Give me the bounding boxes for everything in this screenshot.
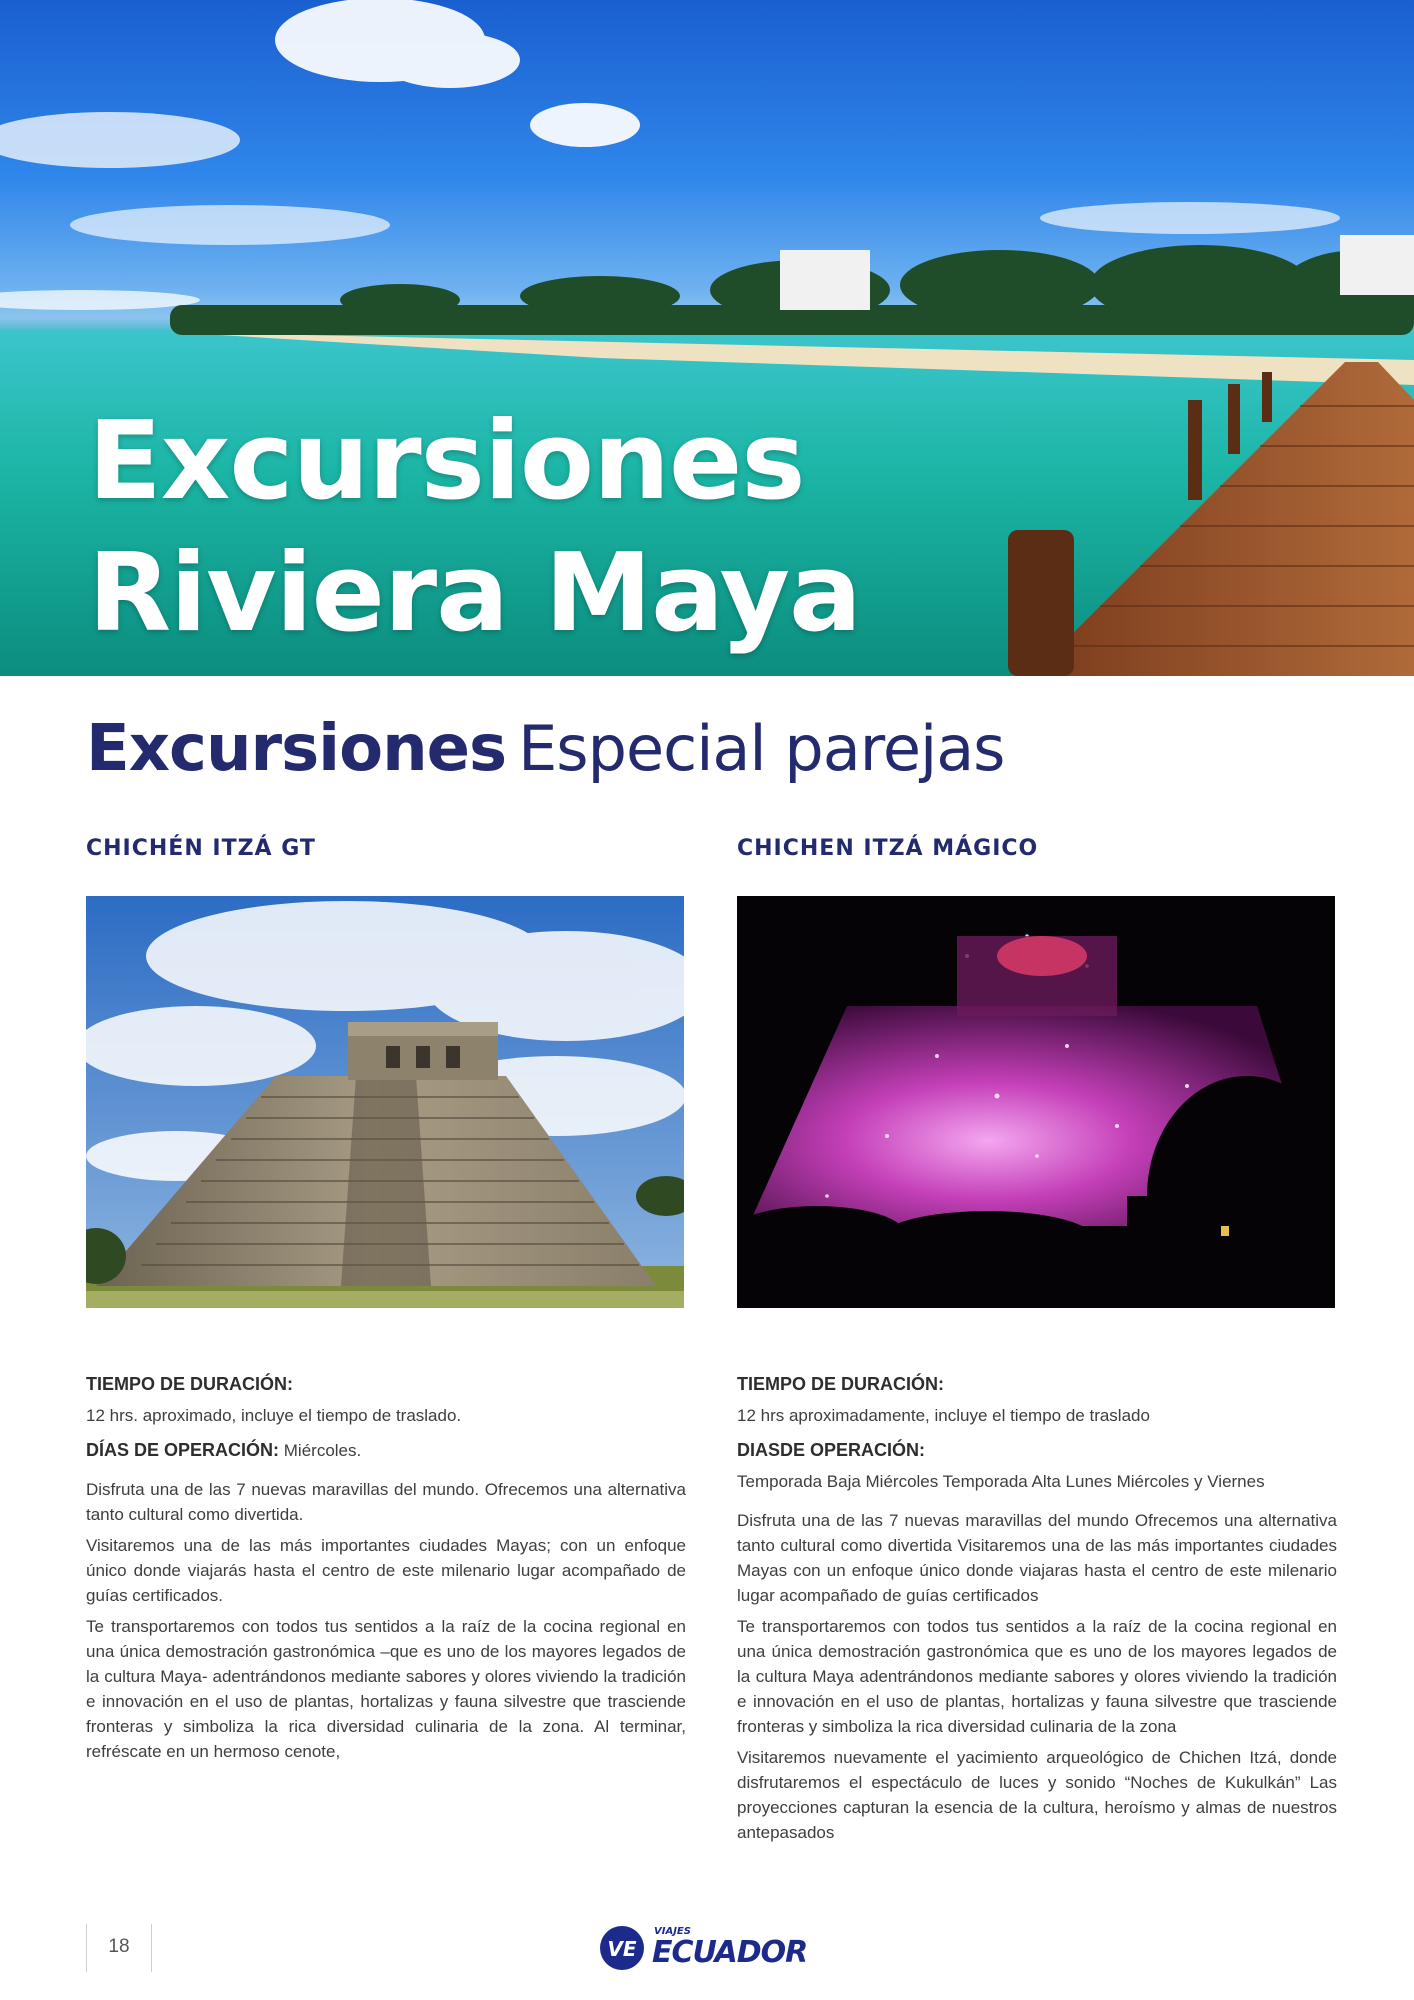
days-label: DIASDE OPERACIÓN: — [737, 1440, 926, 1460]
duration-label: TIEMPO DE DURACIÓN: — [737, 1374, 944, 1394]
description — [737, 1508, 1337, 1845]
excursion-card-chichen-magico — [737, 836, 1337, 1842]
section-heading-light: Especial parejas — [518, 712, 1005, 785]
description — [86, 1477, 686, 1764]
hero-title-line1: Excursiones — [88, 399, 805, 524]
duration-value: 12 hrs aproximadamente, incluye el tiempo de traslado — [737, 1406, 1150, 1425]
excursion-title: CHICHEN ITZÁ MÁGICO — [737, 836, 1039, 861]
days-label: DÍAS DE OPERACIÓN: — [86, 1440, 280, 1460]
description-paragraph: Te transportaremos con todos tus sentidos a la raíz de la cocina regional en una única demostración gastronómica que es uno de los mayores legados de la cultura Maya adentrándonos mediante sabores y olores viviendo la tradición e innovación en el uso de plantas, hortalizas y fauna silvestre que trasciende fronteras y simboliza la rica diversidad culinaria de la zona — [737, 1617, 1337, 1736]
hero-title-line2: Riviera Maya — [88, 531, 861, 656]
page-number-box — [86, 1924, 152, 1972]
page-number: 18 — [108, 1936, 130, 1957]
description-paragraph: Visitaremos nuevamente el yacimiento arqueológico de Chichen Itzá, donde disfrutaremos el espectáculo de luces y sonido “Noches de Kukulkán” Las proyecciones capturan la esencia de la cultura, heroísmo y almas de nuestros antepasados — [737, 1748, 1337, 1842]
duration-label: TIEMPO DE DURACIÓN: — [86, 1374, 293, 1394]
description-paragraph: Visitaremos una de las más importantes ciudades Mayas; con un enfoque único donde viajarás hasta el centro de este milenario lugar acompañado de guías certificados. — [86, 1536, 686, 1605]
days-value: Temporada Baja Miércoles Temporada Alta Lunes Miércoles y Viernes — [737, 1472, 1265, 1491]
svg-text:VE: VE — [607, 1937, 637, 1961]
days-value: Miércoles. — [283, 1441, 362, 1460]
description-paragraph: Disfruta una de las 7 nuevas maravillas del mundo. Ofrecemos una alternativa tanto cultural como divertida. — [86, 1480, 686, 1524]
hero-banner — [0, 0, 1414, 676]
description-paragraph: Te transportaremos con todos tus sentidos a la raíz de la cocina regional en una única demostración gastronómica –que es uno de los mayores legados de la cultura Maya- adentrándonos mediante sabores y olores viviendo la tradición e innovación en el uso de plantas, hortalizas y fauna silvestre que trasciende fronteras y simboliza la rica diversidad culinaria de la zona. Al terminar, refréscate en un hermoso cenote, — [86, 1617, 686, 1761]
excursion-card-chichen-gt — [86, 836, 686, 1761]
pyramid-photo — [86, 896, 684, 1308]
excursion-details — [86, 1372, 686, 1764]
night-pyramid-photo — [737, 896, 1335, 1308]
excursion-title: CHICHÉN ITZÁ GT — [86, 836, 316, 861]
duration-value: 12 hrs. aproximado, incluye el tiempo de traslado. — [86, 1406, 462, 1425]
section-heading-strong: Excursiones — [86, 712, 507, 786]
excursion-details — [737, 1372, 1337, 1845]
svg-text:VIAJES: VIAJES — [654, 1926, 691, 1937]
svg-text:ECUADOR: ECUADOR — [652, 1935, 808, 1970]
viajes-ecuador-logo — [596, 1918, 818, 1974]
description-paragraph: Disfruta una de las 7 nuevas maravillas del mundo Ofrecemos una alternativa tanto cultural como divertida Visitaremos una de las más importantes ciudades Mayas con un enfoque único donde viajaras hasta el centro de este milenario lugar acompañado de guías certificados — [737, 1511, 1337, 1605]
section-heading — [86, 712, 1326, 792]
